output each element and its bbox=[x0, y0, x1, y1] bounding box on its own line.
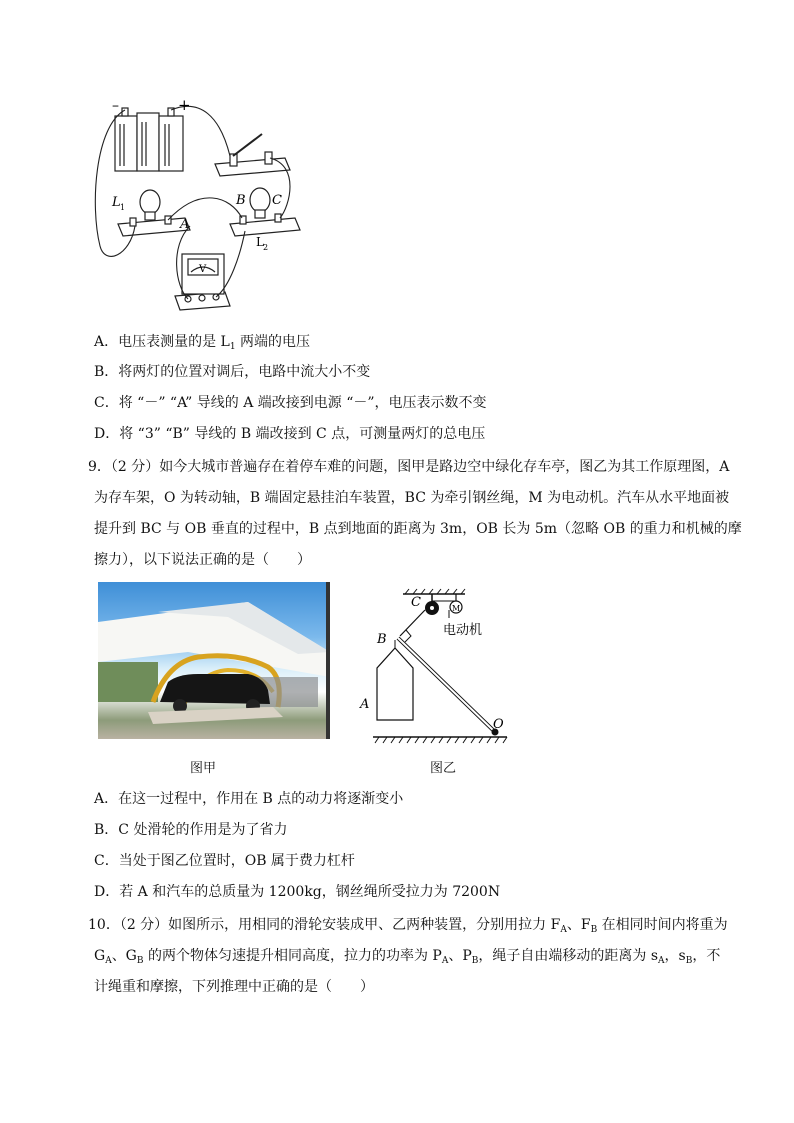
voltmeter-label: V bbox=[199, 264, 207, 275]
point-a-label: A bbox=[180, 217, 190, 232]
label-a: A bbox=[360, 697, 370, 712]
q10-stem-line-3: 计绳重和摩擦，下列推理中正确的是（ ） bbox=[94, 979, 374, 995]
circuit-diagram bbox=[90, 96, 310, 318]
q9-stem-line-4: 擦力），以下说法正确的是（ ） bbox=[94, 552, 311, 568]
q9-option-b: B．C 处滑轮的作用是为了省力 bbox=[94, 822, 288, 838]
parking-kiosk-photo-drawing bbox=[98, 582, 330, 739]
ground-hatch bbox=[375, 737, 507, 743]
figure-b-caption: 图乙 bbox=[430, 761, 457, 776]
q9-stem-line-1: 9．（2 分）如今大城市普遍存在着停车难的问题，图甲是路边空中绿化存车亭，图乙为其工作原理图，A bbox=[88, 459, 730, 475]
lamp-l1-label: L bbox=[112, 195, 121, 210]
q10-stem-line-1: 10．（2 分）如图所示，用相同的滑轮安装成甲、乙两种装置，分别用拉力 $F_A$、$F_B$ 在相同时间内将重为 bbox=[88, 917, 728, 935]
q10-stem-line-2: $G_A$、$G_B$ 的两个物体匀速提升相同高度，拉力的功率为 $P_A$、$P_B$，绳子自由端移动的距离为 $s_A$，$s_B$，不 bbox=[94, 948, 721, 966]
motor-label: 电动机 bbox=[443, 623, 483, 638]
label-o: O bbox=[493, 717, 504, 732]
q8-option-c: C．将 “－” “A” 导线的 A 端改接到电源 “－”，电压表示数不变 bbox=[94, 395, 487, 411]
q9-stem-line-2: 为存车架，O 为转动轴，B 端固定悬挂泊车装置，BC 为牵引钢丝绳，M 为电动机。汽车从水平地面被 bbox=[94, 490, 730, 506]
voltmeter-icon bbox=[175, 254, 230, 310]
q8-option-a: A．电压表测量的是 $L_1$ 两端的电压 bbox=[94, 334, 311, 352]
q8-option-d: D．将 “3” “B” 导线的 B 端改接到 C 点，可测量两灯的总电压 bbox=[94, 426, 486, 442]
switch-icon bbox=[215, 134, 290, 176]
q9-option-c: C．当处于图乙位置时，OB 属于费力杠杆 bbox=[94, 853, 355, 869]
q9-option-d: D．若 A 和汽车的总质量为 1200kg，钢丝绳所受拉力为 7200N bbox=[94, 884, 501, 900]
battery-pack-icon bbox=[115, 108, 183, 171]
battery-plus-label: + bbox=[178, 96, 191, 114]
label-c: C bbox=[411, 595, 421, 610]
parking-kiosk-photo bbox=[98, 582, 330, 739]
q8-option-b: B．将两灯的位置对调后，电路中流大小不变 bbox=[94, 364, 371, 380]
lamp-l2-label: L bbox=[256, 235, 264, 249]
lamp-l1-subscript: 1 bbox=[120, 203, 126, 212]
label-b: B bbox=[377, 632, 387, 647]
lamp-l2-subscript: 2 bbox=[263, 243, 269, 252]
q9-option-a: A．在这一过程中，作用在 B 点的动力将逐渐变小 bbox=[94, 791, 404, 807]
figure-a-caption: 图甲 bbox=[190, 761, 217, 776]
lever-diagram bbox=[355, 588, 515, 748]
point-c-label: C bbox=[272, 193, 282, 208]
box-a-icon bbox=[377, 648, 413, 720]
motor-symbol: M bbox=[452, 604, 461, 613]
point-b-label: B bbox=[236, 193, 246, 208]
battery-minus-label: – bbox=[112, 98, 119, 114]
q9-stem-line-3: 提升到 BC 与 OB 垂直的过程中，B 点到地面的距离为 3m，OB 长为 5m（忽略 OB 的重力和机械的摩 bbox=[94, 521, 742, 537]
